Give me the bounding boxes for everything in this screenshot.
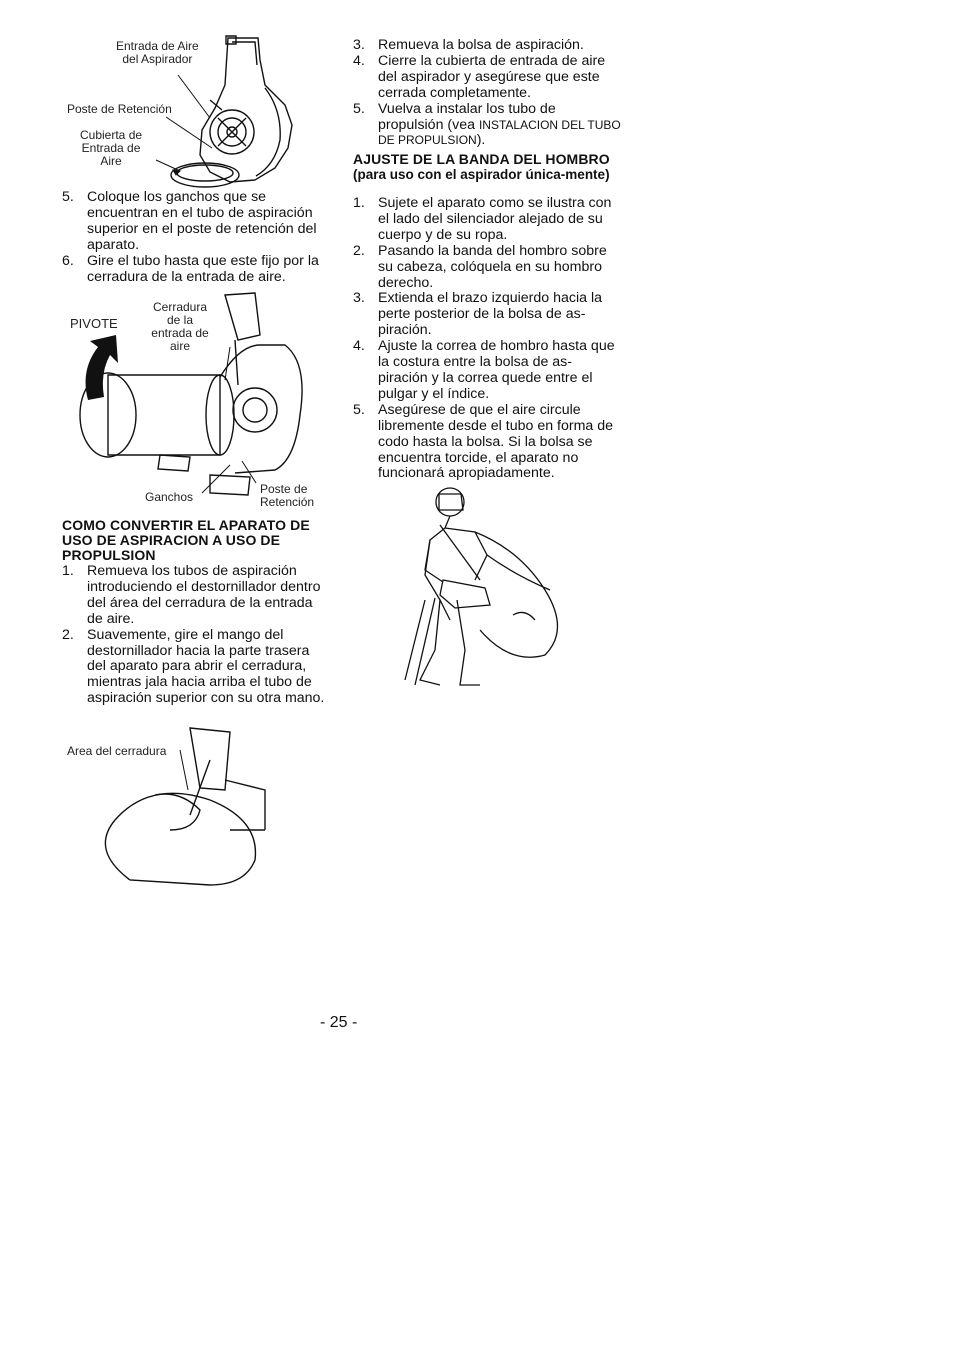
- left-steps-a: [62, 190, 327, 285]
- label-retention-post: Poste de Retención: [67, 102, 172, 116]
- section-title-strap: AJUSTE DE LA BANDA DEL HOMBRO: [353, 151, 610, 167]
- list-item: 2. Pasando la banda del hombro sobre su cabeza, colóquela en su hombro derecho.: [353, 242, 607, 291]
- list-item: 2. Suavemente, gire el mango del destornillador hacia la parte trasera del aparato para abrir el cerradura, mientras jala hacia arriba el tubo de aspiración superior con su otra mano.: [62, 626, 325, 707]
- label-retention-post-2: Poste de Retención: [260, 482, 315, 509]
- list-item: 4. Ajuste la correa de hombro hasta que la costura entre la bolsa de as-piración y la correa quede entre el pulgar y el índice.: [353, 338, 615, 402]
- strap-steps: [353, 196, 621, 482]
- label-inlet-cover: Cubierta de Entrada de Aire: [80, 128, 143, 168]
- label-air-inlet: Entrada de Aire del Aspirador: [116, 39, 199, 66]
- list-item: 6. Gire el tubo hasta que este fijo por la cerradura de la entrada de aire.: [62, 252, 319, 285]
- list-item: 3. Extienda el brazo izquierdo hacia la perte posterior de la bolsa de as-piración.: [353, 290, 602, 339]
- section-subtitle-strap: (para uso con el aspirador única-mente): [353, 167, 610, 182]
- right-steps-a: [353, 38, 621, 149]
- figure-lock-area: [60, 720, 280, 890]
- convert-steps: [62, 564, 327, 707]
- list-item: 1. Remueva los tubos de aspiración introduciendo el destornillador dentro del área del cerradura de la entrada de aire.: [62, 563, 321, 627]
- list-item: 5. Coloque los ganchos que se encuentran en el tubo de aspiración superior en el poste de retención del aparato.: [62, 189, 317, 253]
- list-item: 5. Asegúrese de que el aire circule libremente desde el tubo en forma de codo hasta la bolsa. Si la bolsa se encuentra torcide, el aparato no funcionará apropiadamente.: [353, 401, 614, 482]
- operator-drawing: [395, 480, 585, 695]
- list-item: 5. Vuelva a instalar los tubo de propulsión (vea INSTALACION DEL TUBO DE PROPULSION).: [353, 100, 621, 149]
- label-pivot: PIVOTE: [70, 316, 118, 331]
- label-inlet-lock: Cerradura de la entrada de aire: [151, 300, 209, 353]
- list-item: 4. Cierre la cubierta de entrada de aire del aspirador y asegúrese que este cerrada completamente.: [353, 52, 606, 101]
- page-number: - 25 -: [320, 1014, 358, 1031]
- list-item: 3. Remueva la bolsa de aspiración.: [353, 37, 584, 53]
- figure-air-inlet-cover: [60, 30, 310, 195]
- section-title-convert: COMO CONVERTIR EL APARATO DE USO DE ASPIRACION A USO DE PROPULSION: [62, 517, 310, 563]
- figure-operator-with-bag: [395, 480, 585, 695]
- list-item: 1. Sujete el aparato como se ilustra con el lado del silenciador alejado de su cuerpo y de su ropa.: [353, 195, 612, 243]
- figure-pivot-tube: [60, 285, 330, 515]
- label-lock-area: Area del cerradura: [67, 744, 167, 758]
- label-hooks: Ganchos: [145, 490, 194, 504]
